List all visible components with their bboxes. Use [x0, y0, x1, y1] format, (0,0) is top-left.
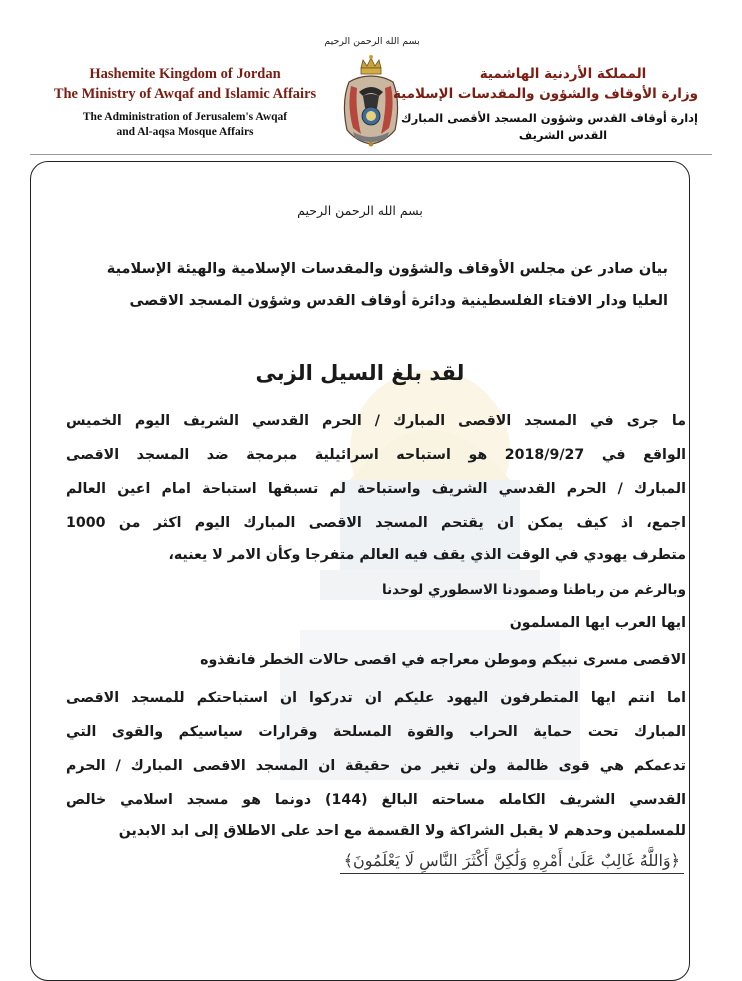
body-line: المبارك / الحرم القدسي الشريف واستباحة لم تسبقها استباحة امام اعين العالم	[66, 481, 686, 497]
administration-name-ar: إدارة أوقاف القدس وشؤون المسجد الأقصى المبارك	[401, 111, 698, 125]
country-name-en: Hashemite Kingdom of Jordan	[89, 66, 281, 82]
ministry-name-en: The Ministry of Awqaf and Islamic Affairs	[53, 86, 317, 102]
body-line: وبالرغم من رباطنا وصمودنا الاسطوري لوحدنا	[382, 582, 686, 598]
body-line: تدعمكم هي قوى ظالمة ولن تغير من حقيقة ان المسجد الاقصى المبارك / الحرم	[66, 758, 686, 774]
city-name-ar: القدس الشريف	[518, 128, 608, 142]
verse-underline	[340, 873, 684, 874]
body-line: القدسي الشريف الكامله مساحته البالغ (144) دونما هو مسجد اسلامي خالص	[66, 792, 687, 808]
statement-line-2: العليا ودار الافتاء الفلسطينية ودائرة أوقاف القدس وشؤون المسجد الاقصى	[129, 293, 668, 309]
statement-line-1: بيان صادر عن مجلس الأوقاف والشؤون والمقدسات الإسلامية والهيئة الإسلامية	[106, 261, 668, 277]
letterhead-arabic	[392, 64, 698, 144]
body-line: للمسلمين وحدهم لا يقبل الشراكة ولا القسمة مع احد على الاطلاق إلى ابد الابدين	[118, 823, 686, 839]
body-line: المبارك تحت حماية الحراب والقوة المسلحة وقرارات سياسيكم والقوى التي	[66, 724, 686, 740]
administration-name-en: The Administration of Jerusalem's Awqaf	[82, 111, 288, 123]
letterhead-english	[40, 64, 330, 140]
letterhead-basmala: بسم الله الرحمن الرحيم	[324, 36, 420, 47]
letter-basmala: بسم الله الرحمن الرحيم	[297, 203, 423, 218]
country-name-ar: المملكة الأردنية الهاشمية	[479, 66, 647, 82]
header-divider	[30, 154, 712, 155]
body-line: اما انتم ايها المتطرفون اليهود عليكم ان تدركوا ان استباحتكم للمسجد الاقصى	[66, 690, 686, 706]
body-line: ما جرى في المسجد الاقصى المبارك / الحرم القدسي الشريف اليوم الخميس	[66, 413, 686, 429]
quran-verse-text: ﴿وَاللَّهُ غَالِبٌ عَلَىٰ أَمْرِهِ وَلَٰكِنَّ أَكْثَرَ النَّاسِ لَا يَعْلَمُونَ﴾	[343, 851, 680, 870]
body-line: اجمع، اذ كيف يمكن ان يقتحم المسجد الاقصى المبارك اليوم اكثر من 1000	[66, 515, 686, 531]
quran-verse	[340, 851, 684, 872]
administration-name-en-cont: and Al-aqsa Mosque Affairs	[116, 126, 254, 138]
body-line: متطرف يهودي في الوقت الذي يقف فيه العالم متفرجا وكأن الامر لا يعنيه،	[168, 547, 686, 563]
ministry-name-ar: وزارة الأوقاف والشؤون والمقدسات الإسلامية	[392, 86, 698, 102]
letterhead	[0, 0, 742, 160]
body-line: الاقصى مسرى نبيكم وموطن معراجه في اقصى حالات الخطر فانقذوه	[200, 652, 686, 668]
letter-headline: لقد بلغ السيل الزبى	[255, 361, 465, 385]
body-line: الواقع في 2018/9/27 هو استباحه اسرائيلية مبرمجة ضد المسجد الاقصى	[66, 447, 687, 463]
body-line: ايها العرب ايها المسلمون	[509, 615, 686, 631]
